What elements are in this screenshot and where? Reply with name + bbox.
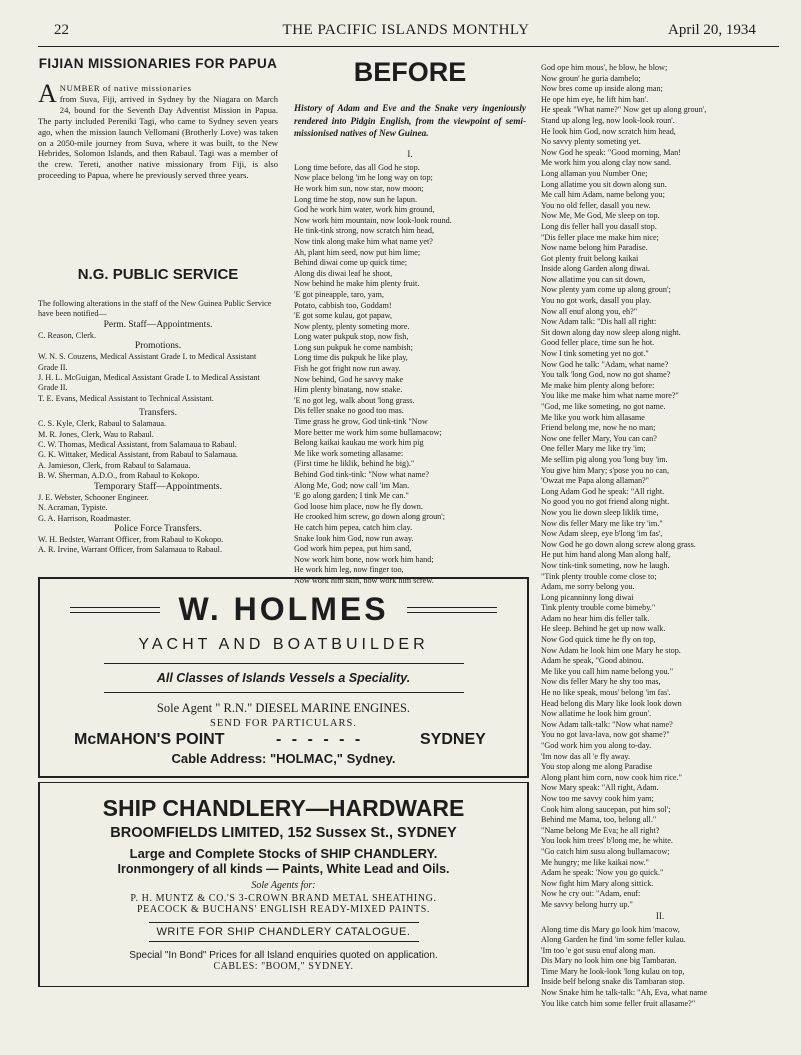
part-one-label: I. [407,148,413,159]
fijian-title: FIJIAN MISSIONARIES FOR PAPUA [38,56,278,71]
ng-head-promotions: Promotions. [134,341,182,352]
poem-stanza: "God work him you along to-day. 'Im now das all 'e fly away. You stop along me along Paradise Along plant him corn, now cook him rice." Now Mary speak: "All right, Adam. Now too me savvy cook him yam; Cook him along saucepan, put him sol'; Behind me Mama, too, belong all." [541,741,682,825]
ornament-right [407,607,497,613]
poem-stanza: Now God he speak: "Good morning, Man! Me work him you along clay now sand. Long allaman you Number One; Long allatime you sit down along sun. Me call him Adam, name belong you; You no old feller, dasall you new. Now Me, Me God, Me sleep on top. Long dis feller hall you dasall stop. [541,147,682,231]
chandlery-bond: Special "In Bond" Prices for all Island enquiries quoted on application. [129,950,438,961]
poem-stanza: "Name belong Me Eva; he all right? You look him trees' b'long me, he white. "Go catch him susu along bullamacow; Me hungry; me like kaikai now." Adam he speak: 'Now you go quick." Now fight him Mary along sittick. Now he cry out: "Adam, enuf: Me savvy belong hurry up." [541,825,673,909]
holmes-name: W. HOLMES [178,591,389,627]
holmes-agent: Sole Agent " R.N." DIESEL MARINE ENGINES. [156,701,411,715]
poem-stanza: Now Adam talk: "Dis hall all right: Sit down along day now sleep along night. Good feller place, time sun he hot. Now I tink someting yet no got." Now God he talk: "Adam, what name? You talk 'long God, now no got shame? Me make him plenty along before: You like me make him what name more?" [541,317,681,401]
holmes-specialty: All Classes of Islands Vessels a Speciality. [156,671,411,685]
before-stanzas-col3 [541,63,779,911]
ng-head-transfers: Transfers. [139,408,177,419]
ornament-left [70,607,160,613]
poem-stanza: God loose him place, now he fly down. He crooked him screw, go down along groun'; He catch him pepea, catch him clay. Snake look him God, now run away. God work him pepea, put him sand, Now work him bone, now work him hand; He work him leg, now finger too, Now work him skin, now work him screw. [294,501,446,585]
chandlery-ad [38,782,529,987]
poem-stanza: Time grass he grow, God tink-tink "Now More better me work him some bullamacow; Belong kaikai kaukau me work him pig Me like work someting allasame: (First time he liklik, behind he big)." Behind God tink-tink: "Now what name? Along Me, God; now call 'im Man. 'E go along garden; I tink Me can." [294,417,442,501]
part-two-label: II. [655,910,665,921]
holmes-dashes: - - - - - - [276,731,364,748]
chandlery-agents1: P. H. MUNTZ & CO.'S 3-CROWN BRAND METAL SHEATHING. [130,893,437,904]
before-article [289,56,531,587]
poem-stanza: "Dis feller place me make him nice; Now name belong him Paradise. Got plenty fruit belong kaikai Inside along Garden along diwai. Now allatime you can sit down, Now plenty yam come up along groun'; You no got work, dasall you play. Now all enuf along you, eh?" [541,232,671,316]
ng-head-police: Police Force Transfers. [114,523,202,534]
ng-article [38,266,278,556]
ng-block-police: W. H. Bedster, Warrant Officer, from Rabaul to Kokopo. A. R. Irvine, Warrant Officer, from Salamaua to Rabaul. [38,534,224,555]
ng-head-temporary: Temporary Staff—Appointments. [94,481,222,492]
fijian-article [38,56,278,181]
holmes-cable: Cable Address: "HOLMAC," Sydney. [171,751,396,766]
poem-stanza: Adam he speak, "Good abinou. Me like you call him name belong you." Now dis feller Mary he shy too mas, He no like speak, mous' belong 'im fas'. Head belong dis Mary like look look down Now allatime he look him groun'. Now Adam talk-talk: "Now what name? You no got lava-lava, now got shame?" [541,656,682,740]
poem-stanza: God ope him mous', he blow, he blow; Now groun' he guria dambelo; Now bres come up inside along man; He ope him eye, he lift him han'. He speak "What name?" Now get up along groun', Stand up along leg, now look-look roun'. He look him God, now scratch him head, No savvy plenty someting yet. [541,63,707,147]
poem-stanza: Ah, plant him seed, now put him lime; Behind diwai come up quick time; Along dis diwai leaf he shoot, Now behind he make him plenty fruit. 'E got pineapple, taro, yam, Potato, cabbish too, Goddam! 'E got some kulau, got papaw, Now plenty, plenty someting more. [294,247,421,331]
chandlery-catalogue: WRITE FOR SHIP CHANDLERY CATALOGUE. [156,926,411,938]
poem-stanza: Long water pukpuk stop, now fish, Long sun pukpuk he come nambish; Long time dis pukpuk he like play, Fish he got fright now run away. Now behind, God he savvy make Him plenty binatang, now snake. 'E no got leg, walk about 'long grass. Dis feller snake no good too mas. [294,332,415,416]
chandlery-line2: Ironmongery of all kinds — Paints, White Lead and Oils. [117,862,450,876]
dropcap: A [38,79,57,108]
holmes-ad [38,577,529,778]
header-rule [38,46,779,47]
chandlery-cables: CABLES: "BOOM," SYDNEY. [213,961,354,972]
fijian-body: from Suva, Fiji, arrived in Sydney by the Niagara on March 24, bound for the Seventh Day Adventist Mission in Papua. The party included Pereniki Tagi, who came to Sydney seven years ago, when the mission launch Vellomani (Brotherly Love) was taken on a 2050-mile journey from Suva, where it was built, to the New Hebrides, Solomon Islands, and then Rabaul. Tagi was a member of the crew. Tereti, another native missionary from Fiji, is also proceeding to Papua, where he previously served three years. [38,93,278,181]
holmes-city: SYDNEY [420,731,486,748]
fijian-first-line: NUMBER of native missionaries [59,83,192,93]
ng-block-promotions: W. N. S. Couzens, Medical Assistant Grade I. to Medical Assistant Grade II. J. H. L. McGuigan, Medical Assistant Grade I. to Medical Assistant Grade II. T. E. Evans, Medical Assistant to Technical Assistant. [38,352,260,403]
issue-date: April 20, 1934 [668,22,756,38]
part-two-stanza: Along time dis Mary go look him 'macow, Along Garden he find 'im some feller kulau. 'Im too 'e got susu enuf along man. Dis Mary no look him one big Tambaran. Time Mary he look-look 'long kulau on top, Inside belf belong snake dis Tambaran stop. Now Snake him he talk-talk: "Ah, Eva, what name You like catch him some feller fruit allasame?" [541,924,708,1008]
before-stanzas-col2 [289,163,531,587]
before-continued [541,63,779,1009]
ng-head-perm: Perm. Staff—Appointments. [103,319,213,330]
ng-title: N.G. PUBLIC SERVICE [77,266,239,283]
poem-stanza: Long Adam God he speak: "All right. No good you no got friend along night. Now you lie down sleep liklik time, Now dis feller Mary me like try 'im." Now Adam sleep, eye b'long 'im fas', Now God he go down along screw along grass. He put him hand along Man along half, Now tink-tink someting, now he laugh. [541,486,696,570]
chandlery-title: SHIP CHANDLERY—HARDWARE [102,795,465,821]
poem-stanza: "Tink plenty trouble come close to; Adam, me sorry belong you. Long picanninny long diwai Tink plenty trouble come bimeby." Adam no hear him dis feller talk. He sleep. Behind he get up now walk. Now God quick time he fly on top, Now Adam he look him one Mary he stop. [541,571,681,655]
holmes-trade: YACHT AND BOATBUILDER [138,636,429,653]
publication-title: THE PACIFIC ISLANDS MONTHLY [282,22,530,38]
ng-block-temporary: J. E. Webster, Schooner Engineer. N. Acraman, Typiste. G. A. Harrison, Roadmaster. [38,492,149,523]
ng-block-transfers: C. S. Kyle, Clerk, Rabaul to Salamaua. M. R. Jones, Clerk, Wau to Rabaul. C. W. Thomas, Medical Assistant, from Salamaua to Rabaul. G. K. Wittaker, Medical Assistant, from Rabaul to Salamaua. A. Jamieson, Clerk, from Rabaul to Salamaua. B. W. Sherman, A.D.O., from Rabaul to Kokopo. [38,419,238,481]
ng-block-perm: C. Reason, Clerk. [38,330,96,340]
chandlery-agents2: PEACOCK & BUCHANS' ENGLISH READY-MIXED PAINTS. [137,904,430,915]
page-number: 22 [54,22,69,38]
chandlery-agents-label: Sole Agents for: [251,880,316,891]
poem-stanza: "God, me like someting, no got name. Me like you work him allasame Friend belong me, now he no man; Now one feller Mary, You can can? One feller Mary me like try 'im; Me sellim pig along you 'long buy 'im. You give him Mary; s'pose you no can, 'Owzat me Papa along allaman?" [541,402,669,486]
before-subtitle: History of Adam and Eve and the Snake very ingeniously rendered into Pidgin English, from the viewpoint of semi-missionised natives of New Guinea. [294,103,526,139]
chandlery-line1: Large and Complete Stocks of SHIP CHANDLERY. [129,846,438,861]
ng-intro: The following alterations in the staff of the New Guinea Public Service have been notified— [38,299,272,319]
holmes-location: McMAHON'S POINT [74,731,225,748]
holmes-send: SEND FOR PARTICULARS. [210,718,357,729]
chandlery-company: BROOMFIELDS LIMITED, 152 Sussex St., SYDNEY [110,825,457,841]
before-title: BEFORE [353,57,467,87]
poem-stanza: Long time before, das all God he stop. Now place belong 'im he long way on top; He work him sun, now star, now moon; Long time he stop, now sun he lapun. God he work him water, work him ground, Now work him mountain, now look-look round. He tink-tink strong, now scratch him head, Now tink along make him what name yet? [294,162,452,246]
